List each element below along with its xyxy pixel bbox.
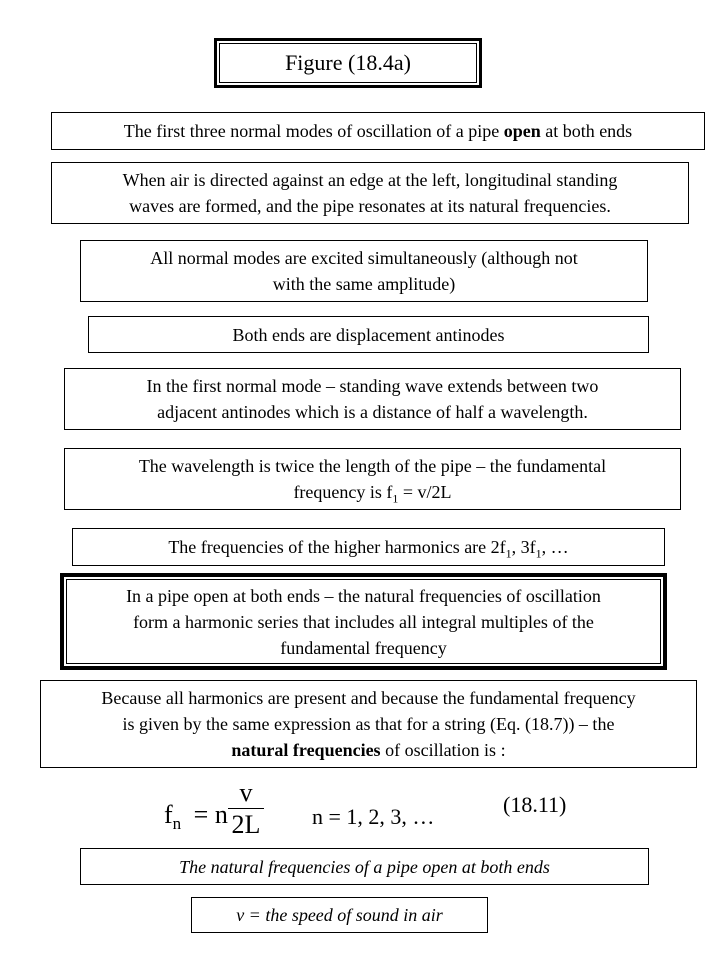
modes-excited-line-1: All normal modes are excited simultaneously (although not [150, 248, 578, 268]
speed-of-sound-box [191, 897, 488, 933]
antinodes-box [88, 316, 649, 353]
first-mode-line-1: In the first normal mode – standing wave extends between two [146, 376, 599, 396]
wavelength-line-1: The wavelength is twice the length of the pipe – the fundamental [138, 456, 607, 476]
wavelength-line-2-post: = v/2L [398, 482, 452, 502]
figure-title-box [214, 38, 482, 88]
equation-equals: = n [193, 800, 228, 829]
wavelength-box [64, 448, 681, 510]
harmonics-mid: , 3f [511, 537, 536, 557]
harmonic-series-line-1: In a pipe open at both ends – the natural frequencies of oscillation [126, 585, 601, 606]
first-mode-box [64, 368, 681, 430]
normal-modes-text-b: at both ends [545, 121, 633, 141]
equation-fraction [226, 778, 266, 841]
equation-number: (18.11) [503, 792, 567, 817]
modes-excited-line-2: with the same amplitude) [272, 274, 456, 294]
all-harmonics-box [40, 680, 697, 768]
harmonics-sub-2: 1 [535, 546, 542, 561]
antinodes-text: Both ends are displacement antinodes [232, 324, 505, 345]
equation-lhs [164, 800, 228, 834]
natural-freq-caption: The natural frequencies of a pipe open at both ends [179, 856, 550, 877]
all-harmonics-line-3-end: of oscillation is : [385, 740, 506, 760]
normal-modes-box [51, 112, 705, 150]
wavelength-sub: 1 [392, 491, 399, 506]
harmonics-box [72, 528, 665, 566]
modes-excited-box [80, 240, 648, 302]
wavelength-line-2-pre: frequency is f [293, 482, 393, 502]
all-harmonics-line-1: Because all harmonics are present and because the fundamental frequency [101, 688, 636, 708]
wavelength-line-2 [293, 479, 451, 505]
harmonics-pre: The frequencies of the higher harmonics are 2f [168, 537, 506, 557]
natural-freq-caption-box [80, 848, 649, 885]
harmonics-text [168, 534, 568, 560]
harmonics-post: , … [541, 537, 569, 557]
figure-title: Figure (18.4a) [285, 50, 411, 75]
equation-f: f [164, 800, 173, 829]
first-mode-line-2: adjacent antinodes which is a distance of half a wavelength. [157, 402, 588, 422]
equation-denominator: 2L [231, 810, 261, 839]
air-edge-line-2: waves are formed, and the pipe resonates at its natural frequencies. [129, 196, 611, 216]
all-harmonics-line-3 [231, 737, 505, 763]
equation-n-values: n = 1, 2, 3, … [312, 804, 435, 829]
air-edge-line-1: When air is directed against an edge at the left, longitudinal standing [122, 170, 618, 190]
equation-sub-n: n [172, 814, 182, 834]
natural-frequencies-bold: natural frequencies [231, 740, 381, 760]
harmonic-series-box [60, 573, 667, 670]
all-harmonics-line-2: is given by the same expression as that for a string (Eq. (18.7)) – the [122, 714, 615, 734]
speed-of-sound-text: v = the speed of sound in air [236, 905, 443, 925]
normal-modes-text [124, 118, 632, 144]
equation-numerator: v [239, 778, 253, 807]
open-bold: open [503, 121, 541, 141]
harmonic-series-line-3: fundamental frequency [280, 637, 447, 658]
harmonics-sub-1: 1 [505, 546, 512, 561]
air-edge-box [51, 162, 689, 224]
normal-modes-text-a: The first three normal modes of oscillation of a pipe [123, 121, 500, 141]
harmonic-series-line-2: form a harmonic series that includes all integral multiples of the [133, 611, 594, 632]
